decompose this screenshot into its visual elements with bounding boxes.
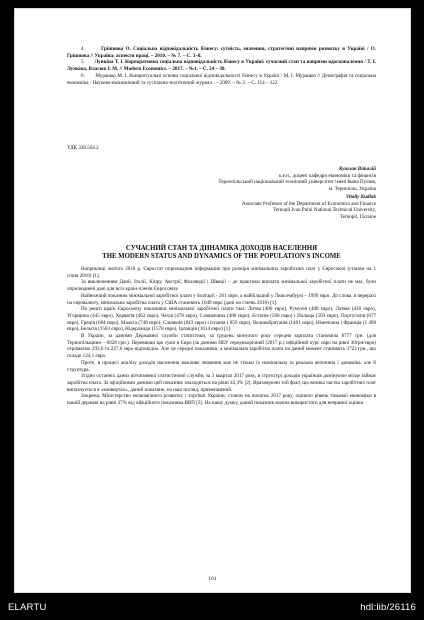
article-body (67, 266, 376, 407)
udk-code: УДК 330.564.2 (67, 145, 99, 151)
author-university-en: Ternopil Ivan Pului National Technical University, (273, 207, 376, 214)
reference-text: Мурашко М. І. Концептуальні основи соціальної відповідальності бізнесу в Україні / М. І. Мурашко // Демографія та соціальна економіка : Науково-економічний та суспільно-політичний журнал . – 2009. – № 2. – С. 114 – 122. (67, 72, 376, 86)
body-paragraph: В Україні, за даними Державної служби статистики, за грудень минулого року середня зарплата становила 8777 грн. (для Тернопільщини – 6828 грн.). Перевівши цю суми в Євро (за даними НБУ середньорічний (2017 р.) офіційний курс євро на рівні 30грн/євро) отримаємо 292,6 та 227,6 євро відповідно. Але це середні показники, а мінімальна заробітна плата на даний момент становить 3723 грн., що складе 124,1 євро. (67, 333, 376, 360)
document-page (14, 8, 411, 593)
author-name-ua: Кушлак Віталій (339, 166, 376, 172)
body-paragraph: За виключенням Данії, Італії, Кіпру, Австрії, Фінляндії і Швеції – де практики виплати мінімальної заробітної плати не має, були оприлюднені дані для всіх країн-членів Євросоюзу. (67, 279, 376, 293)
author-university-ua: Тернопільський національний технічний університет імені Івана Пулюя, (218, 179, 376, 186)
footer-right-label: hdl:lib/26116 (360, 602, 416, 613)
reference-text: Грішнова О. Соціальна відповідальність бізнесу: сутність, значення, стратегічні напрями розвитку в Україні / О. Грішнова // Україна: аспекти праці. – 2010. – № 7. – С. 3–8. (67, 46, 376, 59)
reference-text: Лункіна Т. І. Корпоративна соціальна відповідальність бізнесу в Україні: сучасний стан та напрями вдосконалення / Т. І. Лункіна, Власюк І. М. // Modern Economics. – 2017. – №1. – С. 24 – 30. (67, 59, 376, 73)
author-position-en: Associate Professor of the Department of Economics and Finance (241, 200, 376, 207)
author-position-ua: к.е.н., доцент кафедри економіки та фінансів (278, 172, 376, 179)
body-paragraph: Найнижчий показник мінімальної заробітної плати у Болгарії - 261 євро, а найбільший у Люксембурзі – 1999 євро. До слова, в перерахі на єврова́люту, мінімальна заробітна плата у США становить 1048 євро (дані на січень 2018) [1]. (67, 292, 376, 306)
body-paragraph: Зокрема, Міністерство економічного розвитку і торгівлі України, станом на початок 2017 року, оцінило рівень тіньової економіки в нашій державі на рівні 37% від офіційного показника ВВП [3]. На нашу думку, даний показник можна використати для непрямої оцінки (67, 393, 376, 407)
body-paragraph: Наприкінці лютого 2018 р. Євростат оприлюднив інформацію про розміри мінімальних заробітних плат у Євросоюзі (станом на 1 січня 2018) [1]. (67, 266, 376, 279)
references-list (67, 46, 376, 86)
reference-item (67, 46, 376, 59)
body-paragraph: По решті країн Євросоюзу показники мінімальної заробітної плати такі: Литва (400 євро), Румунія (408 євро), Латвія (430 євро), Угорщина (445 євро), Хорватія (462 євро), Чехія (478 євро), Словаччина (480 євро), Естонія (500 євро) і Польща (503 євро), Португалія (677 євро), Греція (684 євро), Мальта (748 євро), Словенія (843 євро) і Іспанія ( 859 євро), Великобританія (1401 євро), Німеччина і Франція (1 498 євро), Бельгія (1563 євро), Нідерланди (1578 євро), Ірландія (1614 євро) [1]. (67, 306, 376, 333)
reference-number: 6. (81, 72, 85, 79)
title-ua: СУЧАСНИЙ СТАН ТА ДИНАМІКА ДОХОДІВ НАСЕЛЕННЯ (125, 245, 318, 252)
body-paragraph: Згідно останніх даних вітчизняної статистичної служби, за 3 квартал 2017 року, в структурі доходів українців домінуюче місце займає заробітна плата. За офіційними даними цей показник знаходиться на рівні 43,3% [2]. Враховуючи той факт, що велика частка заробітних плат виплачується в «конвертах», даний показник, на наш погляд, применшений. (67, 373, 376, 393)
page-number: 161 (208, 576, 217, 582)
title-en: THE MODERN STATUS AND DYNAMICS OF THE POPULATION'S INCOME (102, 253, 341, 261)
article-title (67, 245, 376, 261)
footer-left-label: ELARTU (8, 602, 47, 613)
body-paragraph: Проте, в процесі аналізу доходів населення важливе значення має не тільки їх номінальна та реальна величина і динаміка, але й структура. (67, 359, 376, 373)
reference-number: 4. (81, 46, 85, 52)
author-city-ua: м. Тернопіль, Україна (328, 186, 376, 193)
author-block-en (67, 194, 376, 221)
author-block-ua (67, 166, 376, 193)
reference-number: 5. (81, 59, 85, 66)
reference-item (67, 59, 376, 72)
author-city-en: Ternopil, Ukraine (339, 214, 376, 221)
reference-item (67, 73, 376, 86)
author-name-en: Vitaliy Kudlak (345, 194, 376, 200)
